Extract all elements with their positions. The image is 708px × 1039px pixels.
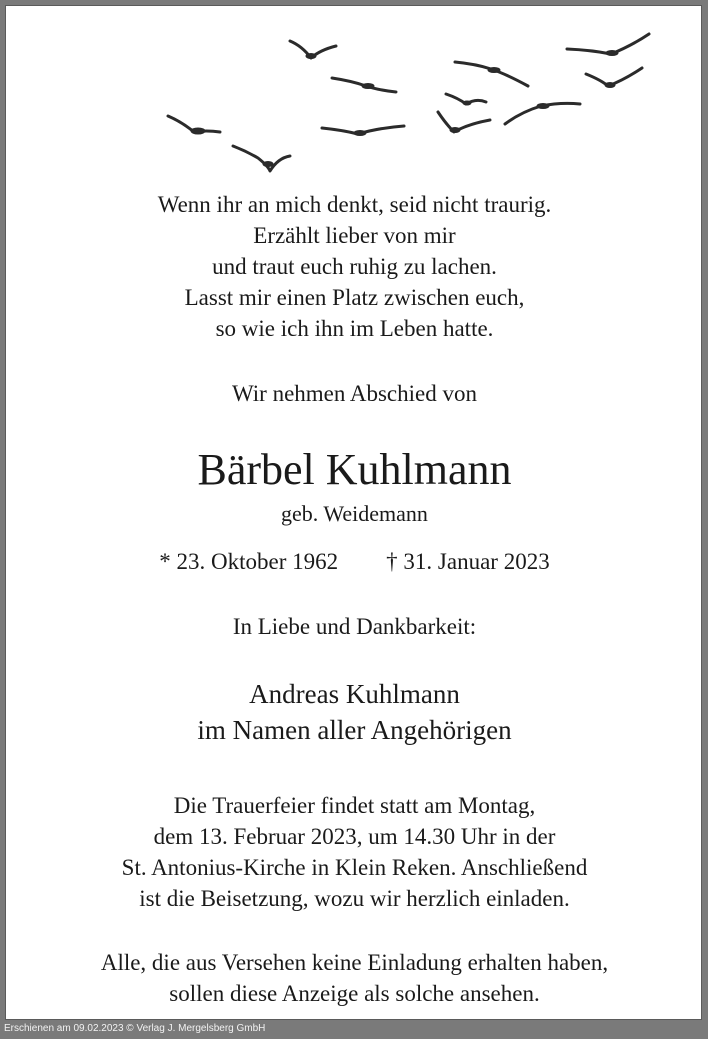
thanks-line: In Liebe und Dankbarkeit: bbox=[232, 614, 477, 639]
service-line: St. Antonius-Kirche in Klein Reken. Anschließend bbox=[121, 855, 588, 880]
publication-footer: Erschienen am 09.02.2023 © Verlag J. Mergelsberg GmbH bbox=[4, 1023, 266, 1034]
service-line: Die Trauerfeier findet statt am Montag, bbox=[173, 793, 536, 818]
poem-line: Erzählt lieber von mir bbox=[253, 223, 456, 248]
bird-icon bbox=[438, 112, 490, 132]
note-line: sollen diese Anzeige als solche ansehen. bbox=[169, 981, 540, 1006]
flying-birds-icon bbox=[6, 6, 703, 186]
signer-line: Andreas Kuhlmann bbox=[249, 679, 460, 709]
note-line: Alle, die aus Versehen keine Einladung erhalten haben, bbox=[100, 950, 609, 975]
invitation-note bbox=[6, 947, 703, 1009]
signers bbox=[6, 676, 703, 748]
deceased-name: Bärbel Kuhlmann bbox=[197, 445, 512, 494]
death-date: † 31. Januar 2023 bbox=[386, 549, 550, 574]
poem bbox=[6, 189, 703, 344]
farewell-intro: Wir nehmen Abschied von bbox=[232, 381, 477, 406]
signer-line: im Namen aller Angehörigen bbox=[197, 715, 512, 745]
poem-line: Lasst mir einen Platz zwischen euch, bbox=[184, 285, 525, 310]
maiden-name: geb. Weidemann bbox=[281, 501, 428, 526]
poem-line: so wie ich ihn im Leben hatte. bbox=[215, 316, 494, 341]
poem-line: Wenn ihr an mich denkt, seid nicht traurig. bbox=[157, 192, 552, 217]
poem-line: und traut euch ruhig zu lachen. bbox=[212, 254, 497, 279]
service-line: dem 13. Februar 2023, um 14.30 Uhr in der bbox=[153, 824, 556, 849]
life-dates bbox=[6, 546, 703, 577]
birth-date: * 23. Oktober 1962 bbox=[159, 549, 339, 574]
bird-icon bbox=[455, 62, 528, 86]
bird-icon bbox=[233, 146, 290, 171]
service-info bbox=[6, 790, 703, 914]
service-line: ist die Beisetzung, wozu wir herzlich einladen. bbox=[139, 886, 570, 911]
obituary-card bbox=[5, 5, 702, 1020]
